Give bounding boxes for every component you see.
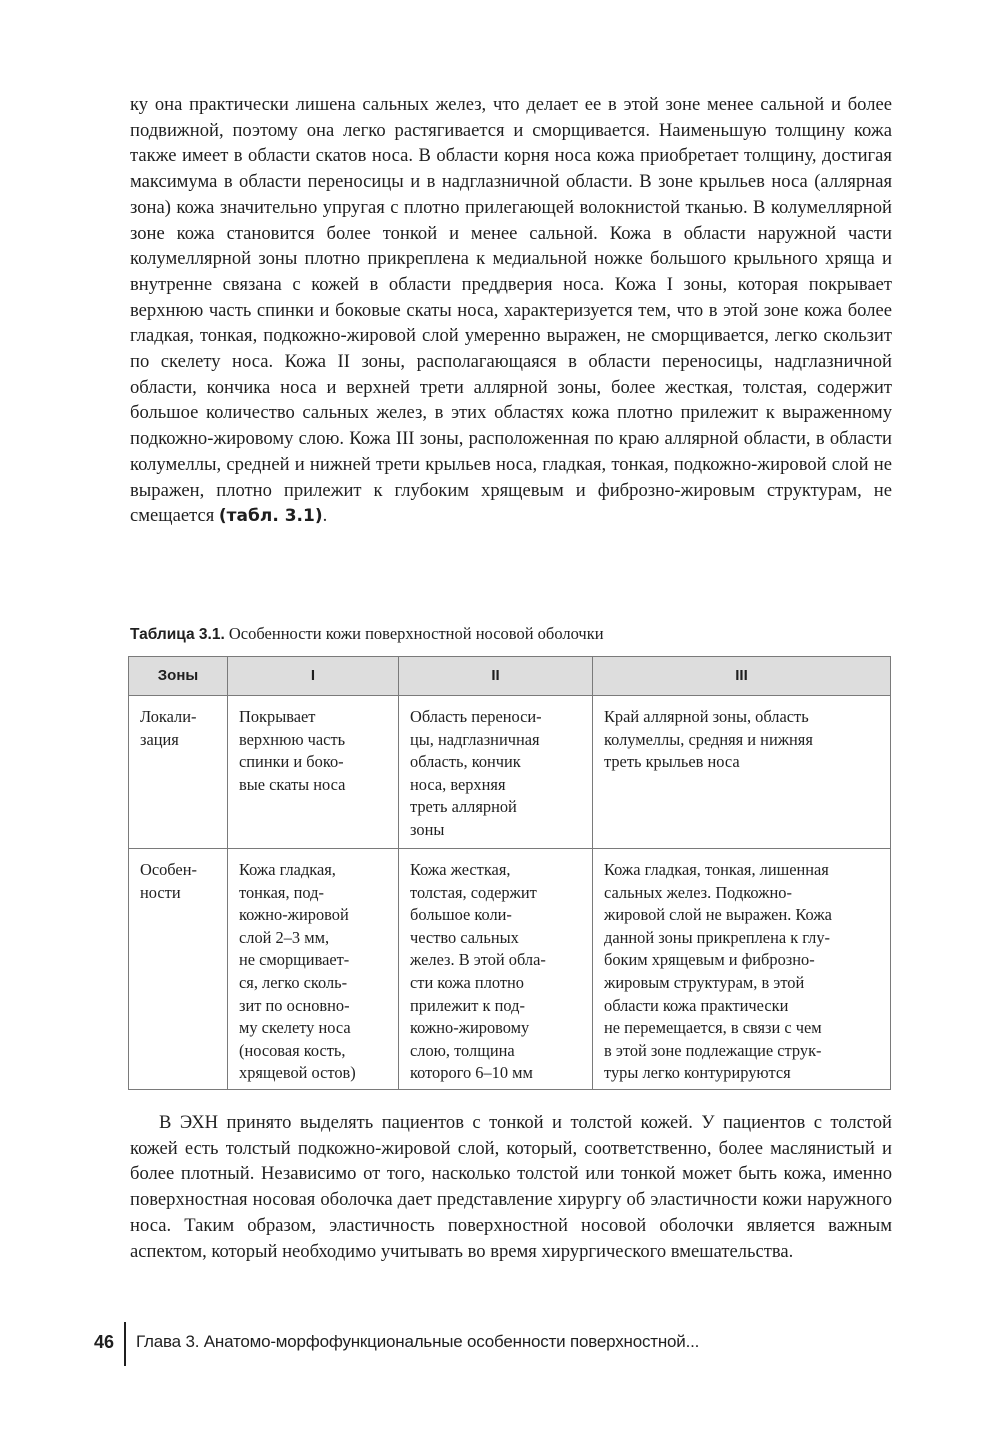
row-label-features <box>129 849 228 1090</box>
table-cell <box>399 849 593 1090</box>
table-cell <box>399 696 593 849</box>
cell-text: Кожа гладкая, тонкая, лишенная сальных желез. Подкожно- жировой слой не выражен. Кожа данной зоны прикреплена к глу- боким хрящевым и фиброзно- жировым структурам, в этой области кожа практически не перемещается, в связи с чем в этой зоне подлежащие струк- туры легко контурируются <box>604 860 832 1083</box>
table-cell <box>228 849 399 1090</box>
body-paragraph-2: В ЭХН принято выделять пациентов с тонкой и толстой кожей. У пациентов с толстой кожей есть толстый подкожно-жировой слой, который, соответственно, более маслянистый и более плотный. Независимо от того, насколько толстой или тонкой может быть кожа, именно поверхностная носовая оболочка дает представление хирургу об эластичности кожи наружного носа. Таким образом, эластичность поверхностной носовой оболочки является важным аспектом, который необходимо учитывать во время хирургического вмешательства. <box>130 1112 892 1262</box>
cell-text: Покрывает верхнюю часть спинки и боко- вые скаты носа <box>239 707 346 794</box>
skin-zones-table <box>128 656 891 1090</box>
cell-text: Область переноси- цы, надглазничная область, кончик носа, верхняя треть аллярной зоны <box>410 707 542 839</box>
header-zone-1: I <box>228 657 399 696</box>
row-label-text: Локали- зация <box>140 707 197 749</box>
table-row-features <box>129 849 891 1090</box>
header-zones: Зоны <box>129 657 228 696</box>
table-header-row <box>129 657 891 696</box>
running-footer-title: Глава 3. Анатомо-морфофункциональные особенности поверхностной... <box>136 1332 700 1351</box>
footer-divider <box>124 1322 126 1366</box>
header-zone-2: II <box>399 657 593 696</box>
table-caption-label: Таблица 3.1. <box>130 626 225 643</box>
row-label-text: Особен- ности <box>140 860 197 902</box>
paragraph-1-text: ку она практически лишена сальных желез, что делает ее в этой зоне менее сальной и более подвижной, поэтому она легко растягивается и сморщивается. Наименьшую толщину кожа также имеет в области скатов носа. В области корня носа кожа приобретает толщину, достигая максимума в области переносицы и в надглазничной области. В зоне крыльев носа (аллярная зона) кожа значительно упругая с плотно прилегающей волокнистой тканью. В колумеллярной зоне кожа становится более тонкой и менее сальной. Кожа в области наружной части колумеллярной зоны плотно прикреплена к медиальной ножке большого крыльного хряща и внутренне связана с кожей в области преддверия носа. Кожа I зоны, которая покрывает верхнюю часть спинки и боковые скаты носа, характеризуется тем, что в этой зоне кожа более гладкая, тонкая, подкожно-жировой слой умеренно выражен, не сморщивается, легко скользит по скелету носа. Кожа II зоны, располагающаяся в области переносицы, надглазничной области, кончика носа и верхней трети аллярной зоны, более жесткая, толстая, содержит большое количество сальных желез, в этих областях кожа плотно прилежит к выраженному подкожно-жировому слою. Кожа III зоны, расположенная по краю аллярной области, в области колумеллы, средней и нижней трети крыльев носа, гладкая, тонкая, подкожно-жировой слой не выражен, плотно прилежит к глубоким хрящевым и фиброзно-жировым структурам, не смещается <box>130 94 892 527</box>
table-cell <box>593 849 891 1090</box>
table-reference: (табл. 3.1) <box>218 506 323 527</box>
body-paragraph-1 <box>130 92 892 530</box>
page-number: 46 <box>94 1332 115 1352</box>
table-caption <box>130 624 892 645</box>
table-cell <box>593 696 891 849</box>
header-zone-3: III <box>593 657 891 696</box>
table-row-localization <box>129 696 891 849</box>
paragraph-1-end: . <box>322 505 328 527</box>
table-caption-text: Особенности кожи поверхностной носовой оболочки <box>224 624 604 643</box>
cell-text: Кожа жесткая, толстая, содержит большое коли- чество сальных желез. В этой обла- сти кожа плотно прилежит к под- кожно-жировому слою, толщина которого 6–10 мм <box>410 860 546 1083</box>
cell-text: Край аллярной зоны, область колумеллы, средняя и нижняя треть крыльев носа <box>604 707 813 772</box>
table-cell <box>228 696 399 849</box>
row-label-localization <box>129 696 228 849</box>
cell-text: Кожа гладкая, тонкая, под- кожно-жировой слой 2–3 мм, не сморщивает- ся, легко сколь- зит по основно- му скелету носа (носовая кость, хрящевой остов) <box>239 860 356 1083</box>
